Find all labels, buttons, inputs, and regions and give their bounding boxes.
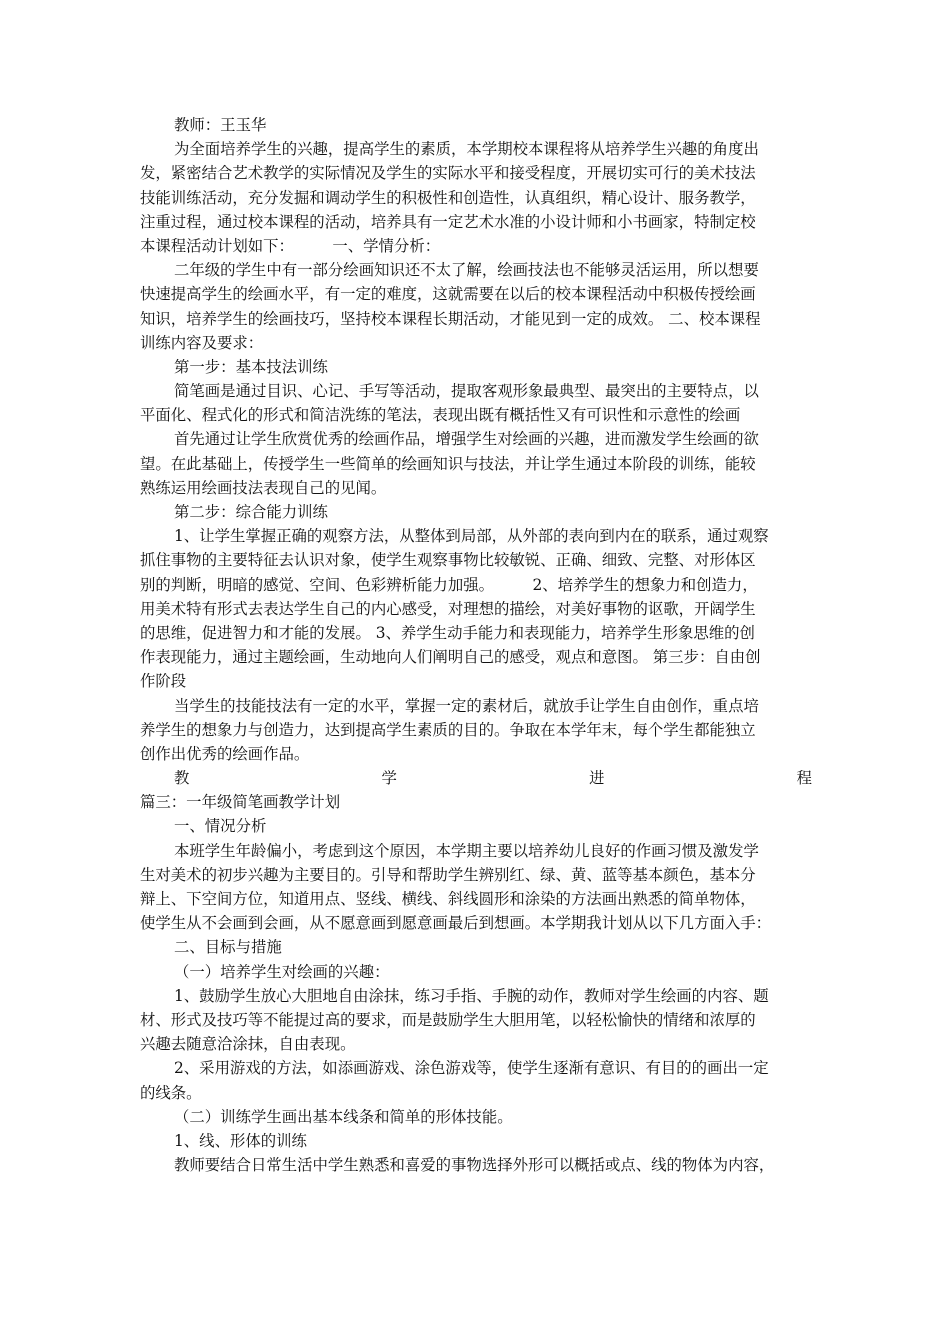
text-line: 快速提高学生的绘画水平，有一定的难度，这就需要在以后的校本课程活动中积极传授绘画 <box>140 285 756 304</box>
text-line: 当学生的技能技法有一定的水平，掌握一定的素材后，就放手让学生自由创作，重点培 <box>174 696 759 715</box>
text-line: 本课程活动计划如下： 一、学情分析： <box>140 236 441 255</box>
text-line: 的思维，促进智力和才能的发展。 3、养学生动手能力和表现能力，培养学生形象思维的创 <box>140 623 755 642</box>
chapter-title: 篇三：一年级简笔画教学计划 <box>140 793 341 812</box>
text-line: 1、让学生掌握正确的观察方法，从整体到局部，从外部的表向到内在的联系，通过观察 <box>174 527 769 546</box>
schedule-char: 学 <box>381 769 397 788</box>
text-line: 辩上、下空间方位，知道用点、竖线、横线、斜线圆形和涂染的方法画出熟悉的简单物体， <box>140 890 756 908</box>
text-line: 熟练运用绘画技法表现自己的见闻。 <box>140 478 387 497</box>
section-heading: 第二步：综合能力训练 <box>174 503 328 521</box>
text-line: 发，紧密结合艺术教学的实际情况及学生的实际水平和接受程度，开展切实可行的美术技法 <box>140 164 756 183</box>
text-line: 的线条。 <box>140 1083 202 1102</box>
text-line: 兴趣去随意洽涂抹，自由表现。 <box>140 1035 356 1054</box>
text-line: 1、鼓励学生放心大胆地自由涂抹，练习手指、手腕的动作，教师对学生绘画的内容、题 <box>174 986 769 1005</box>
text-line: 创作出优秀的绘画作品。 <box>140 744 310 763</box>
text-line: 技能训练活动，充分发掘和调动学生的积极性和创造性，认真组织，精心设计、服务教学， <box>140 188 756 207</box>
text-line: 二年级的学生中有一部分绘画知识还不太了解，绘画技法也不能够灵活运用，所以想要 <box>174 261 759 280</box>
text-line: 训练内容及要求： <box>140 333 264 352</box>
text-line: 为全面培养学生的兴趣，提高学生的素质，本学期校本课程将从培养学生兴趣的角度出 <box>174 140 759 159</box>
text-line: 作阶段 <box>140 672 187 691</box>
text-line: 知识，培养学生的绘画技巧，坚持校本课程长期活动，才能见到一定的成效。 二、校本课程 <box>140 309 761 328</box>
document-body <box>140 113 812 1177</box>
text-line: 用美术特有形式去表达学生自己的内心感受，对理想的描绘，对美好事物的讴歌，开阔学生 <box>140 599 756 618</box>
text-line: 望。在此基础上，传授学生一些简单的绘画知识与技法，并让学生通过本阶段的训练，能较 <box>140 454 756 473</box>
text-line: 抓住事物的主要特征去认识对象，使学生观察事物比较敏锐、正确、细致、完整、对形体区 <box>140 551 756 570</box>
teacher-line: 教师：王玉华 <box>174 116 267 134</box>
section-heading: 第一步：基本技法训练 <box>174 357 328 376</box>
text-line: 生对美术的初步兴趣为主要目的。引导和帮助学生辨别红、绿、黄、蓝等基本颜色，基本分 <box>140 865 756 884</box>
text-line: 使学生从不会画到会画，从不愿意画到愿意画最后到想画。本学期我计划从以下几方面入手： <box>140 914 772 933</box>
schedule-heading <box>140 766 812 790</box>
schedule-char: 教 <box>174 769 190 788</box>
text-line: 平面化、程式化的形式和简洁洗练的笔法，表现出既有概括性又有可识性和示意性的绘画 <box>140 406 741 425</box>
text-line: 别的判断，明暗的感觉、空间、色彩辨析能力加强。 2、培养学生的想象力和创造力， <box>140 575 758 594</box>
schedule-char: 进 <box>589 769 605 788</box>
text-line: 教师要结合日常生活中学生熟悉和喜爱的事物选择外形可以概括或点、线的物体为内容， <box>174 1156 775 1175</box>
text-line: 首先通过让学生欣赏优秀的绘画作品，增强学生对绘画的兴趣，进而激发学生绘画的欲 <box>174 430 759 449</box>
text-line: 2、采用游戏的方法，如添画游戏、涂色游戏等，使学生逐渐有意识、有目的的画出一定 <box>174 1059 769 1078</box>
text-line: 养学生的想象力与创造力，达到提高学生素质的目的。争取在本学年末，每个学生都能独立 <box>140 720 756 739</box>
section-heading: 一、情况分析 <box>174 817 267 836</box>
text-line: 本班学生年龄偏小，考虑到这个原因，本学期主要以培养幼儿良好的作画习惯及激发学 <box>174 841 759 860</box>
text-line: 注重过程，通过校本课程的活动，培养具有一定艺术水准的小设计师和小书画家，特制定校 <box>140 212 756 231</box>
section-heading: 二、目标与措施 <box>174 938 282 957</box>
subsection-heading: （二）训练学生画出基本线条和简单的形体技能。 <box>174 1107 513 1126</box>
text-line: 作表现能力，通过主题绘画，生动地向人们阐明自己的感受，观点和意图。 第三步：自由创 <box>140 648 761 667</box>
section-heading: 1、线、形体的训练 <box>174 1131 307 1150</box>
subsection-heading: （一）培养学生对绘画的兴趣： <box>174 962 390 981</box>
schedule-char: 程 <box>796 769 812 788</box>
text-line: 简笔画是通过目识、心记、手写等活动，提取客观形象最典型、最突出的主要特点，以 <box>174 382 759 401</box>
text-line: 材、形式及技巧等不能提过高的要求，而是鼓励学生大胆用笔，以轻松愉快的情绪和浓厚的 <box>140 1010 756 1029</box>
